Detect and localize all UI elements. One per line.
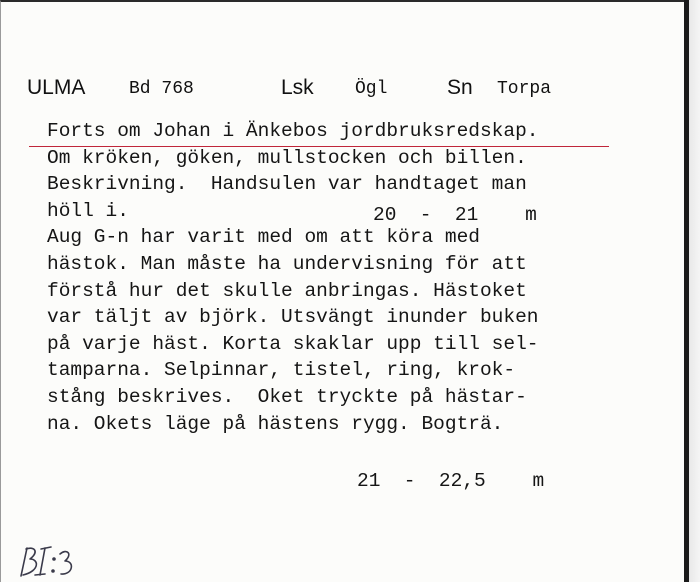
measurement-range-2: 21 - 22,5 m (357, 470, 545, 492)
body-line: Om kröken, göken, mullstocken och billen. (47, 146, 527, 169)
body-line: hästok. Man måste ha undervisning för att (47, 252, 527, 275)
card-body-text (47, 118, 647, 437)
parish-label: Sn (447, 76, 473, 99)
card-scan-edge (684, 0, 700, 582)
county-value: Ögl (355, 79, 388, 99)
body-line: tamparna. Selpinnar, tistel, ring, krok- (47, 359, 516, 382)
archive-label: ULMA (27, 76, 86, 99)
body-line: förstå hur det skulle anbringas. Hästoket (47, 279, 527, 302)
body-line: Beskrivning. Handsulen var handtaget man (47, 173, 527, 196)
handwritten-signature (15, 542, 95, 580)
county-label: Lsk (281, 76, 314, 99)
signature-drawing (15, 542, 95, 580)
body-line: var täljt av björk. Utsvängt inunder buken (47, 306, 539, 329)
parish-value: Torpa (497, 79, 552, 99)
body-line: på varje häst. Korta skaklar upp till sel- (47, 332, 539, 355)
body-line: höll i. (47, 199, 129, 222)
body-line: Aug G-n har varit med om att köra med (47, 226, 480, 249)
body-line: stång beskrives. Oket tryckte på hästar- (47, 385, 527, 408)
body-line: Forts om Johan i Änkebos jordbruksredskap. (47, 120, 539, 142)
body-line: na. Okets läge på hästens rygg. Bogträ. (47, 412, 504, 435)
archive-value: Bd 768 (129, 79, 194, 99)
card-header (27, 76, 677, 106)
measurement-range-1: 20 - 21 m (373, 204, 537, 226)
